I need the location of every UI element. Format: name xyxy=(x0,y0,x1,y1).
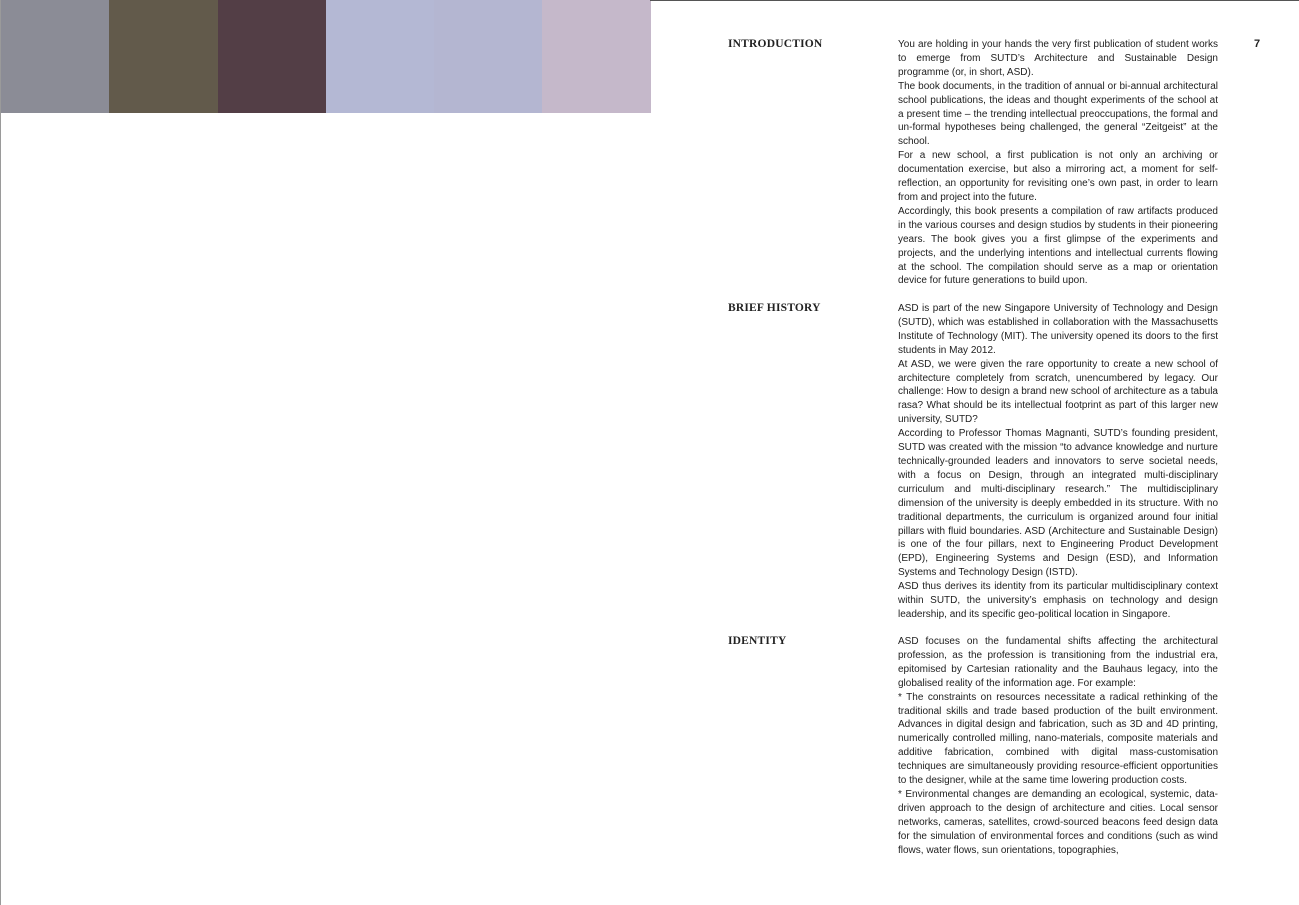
color-swatch xyxy=(542,0,650,113)
section-heading: IDENTITY xyxy=(728,635,787,647)
color-swatch xyxy=(109,0,217,113)
paragraph: According to Professor Thomas Magnanti, SUTD’s founding president, SUTD was created with the mission “to advance knowledge and nurture technically-grounded leaders and innovators to serve societal needs, with a focus on Design, through an integrated multi-disciplinary curriculum and multi-disciplinary research.” The multidisciplinary dimension of the university is deeply embedded in its structure. With no traditional departments, the curriculum is organized around four initial pillars with fluid boundaries. ASD (Architecture and Sustainable Design) is one of the four pillars, next to Engineering Product Development (EPD), Engineering Systems and Design (ESD), and Information Systems and Technology Design (ISTD). xyxy=(898,428,1218,579)
color-swatch xyxy=(434,0,542,113)
page-number: 7 xyxy=(1254,38,1261,50)
paragraph: Accordingly, this book presents a compilation of raw artifacts produced in the various courses and design studios by students in their pioneering years. The book gives you a first glimpse of the experiments and projects, and the underlying intentions and intellectual currents flowing at the school. The compilation should serve as a map or orientation device for future generations to build upon. xyxy=(898,205,1218,287)
section-body xyxy=(898,635,1218,858)
paragraph: ASD is part of the new Singapore University of Technology and Design (SUTD), which was established in collaboration with the Massachusetts Institute of Technology (MIT). The university opened its doors to the first students in May 2012. xyxy=(898,303,1218,356)
right-page xyxy=(650,0,1299,905)
section-body xyxy=(898,302,1218,622)
section-body xyxy=(898,38,1218,288)
paragraph: * The constraints on resources necessitate a radical rethinking of the traditional skills and trade based production of the built environment. Advances in digital design and fabrication, such as 3D and 4D printing, numerically controlled milling, nano-materials, composite materials and additive fabrication, combined with digital mass-customisation techniques are simultaneously providing resource-efficient opportunities to the designer, while at the same time lowering production costs. xyxy=(898,691,1218,787)
paragraph: The book documents, in the tradition of annual or bi-annual architectural school publications, the ideas and thought experiments of the school at a present time – the trending intellectual preoccupations, the formal and un-formal hypotheses being challenged, the general “Zeitgeist” at the school. xyxy=(898,80,1218,148)
paragraph: You are holding in your hands the very first publication of student works to emerge from SUTD’s Architecture and Sustainable Design programme (or, in short, ASD). xyxy=(898,39,1218,78)
color-swatch xyxy=(1,0,109,113)
paragraph: ASD thus derives its identity from its particular multidisciplinary context within SUTD, the university’s emphasis on technology and design leadership, and its specific geo-political location in Singapore. xyxy=(898,581,1218,620)
section-heading: INTRODUCTION xyxy=(728,38,823,50)
section-heading: BRIEF HISTORY xyxy=(728,302,821,314)
color-swatch xyxy=(218,0,326,113)
paragraph: At ASD, we were given the rare opportunity to create a new school of architecture completely from scratch, unencumbered by legacy. Our challenge: How to design a brand new school of architecture as a tabula rasa? What should be its intellectual footprint as part of this larger new university, SUTD? xyxy=(898,358,1218,426)
color-swatch xyxy=(326,0,434,113)
paragraph: * Environmental changes are demanding an ecological, systemic, data-driven approach to the design of architecture and cities. Local sensor networks, cameras, satellites, crowd-sourced beacons feed design data for the simulation of environmental forces and conditions (such as wind flows, water flows, sun orientations, topographies, xyxy=(898,788,1218,856)
color-swatch-strip xyxy=(1,0,651,113)
paragraph: For a new school, a first publication is not only an archiving or documentation exercise, but also a mirroring act, a moment for self-reflection, an opportunity for revisiting one’s own past, in order to learn from and project into the future. xyxy=(898,150,1218,203)
paragraph: ASD focuses on the fundamental shifts affecting the architectural profession, as the profession is transitioning from the industrial era, epitomised by Cartesian rationality and the Bauhaus legacy, into the globalised reality of the information age. For example: xyxy=(898,636,1218,689)
